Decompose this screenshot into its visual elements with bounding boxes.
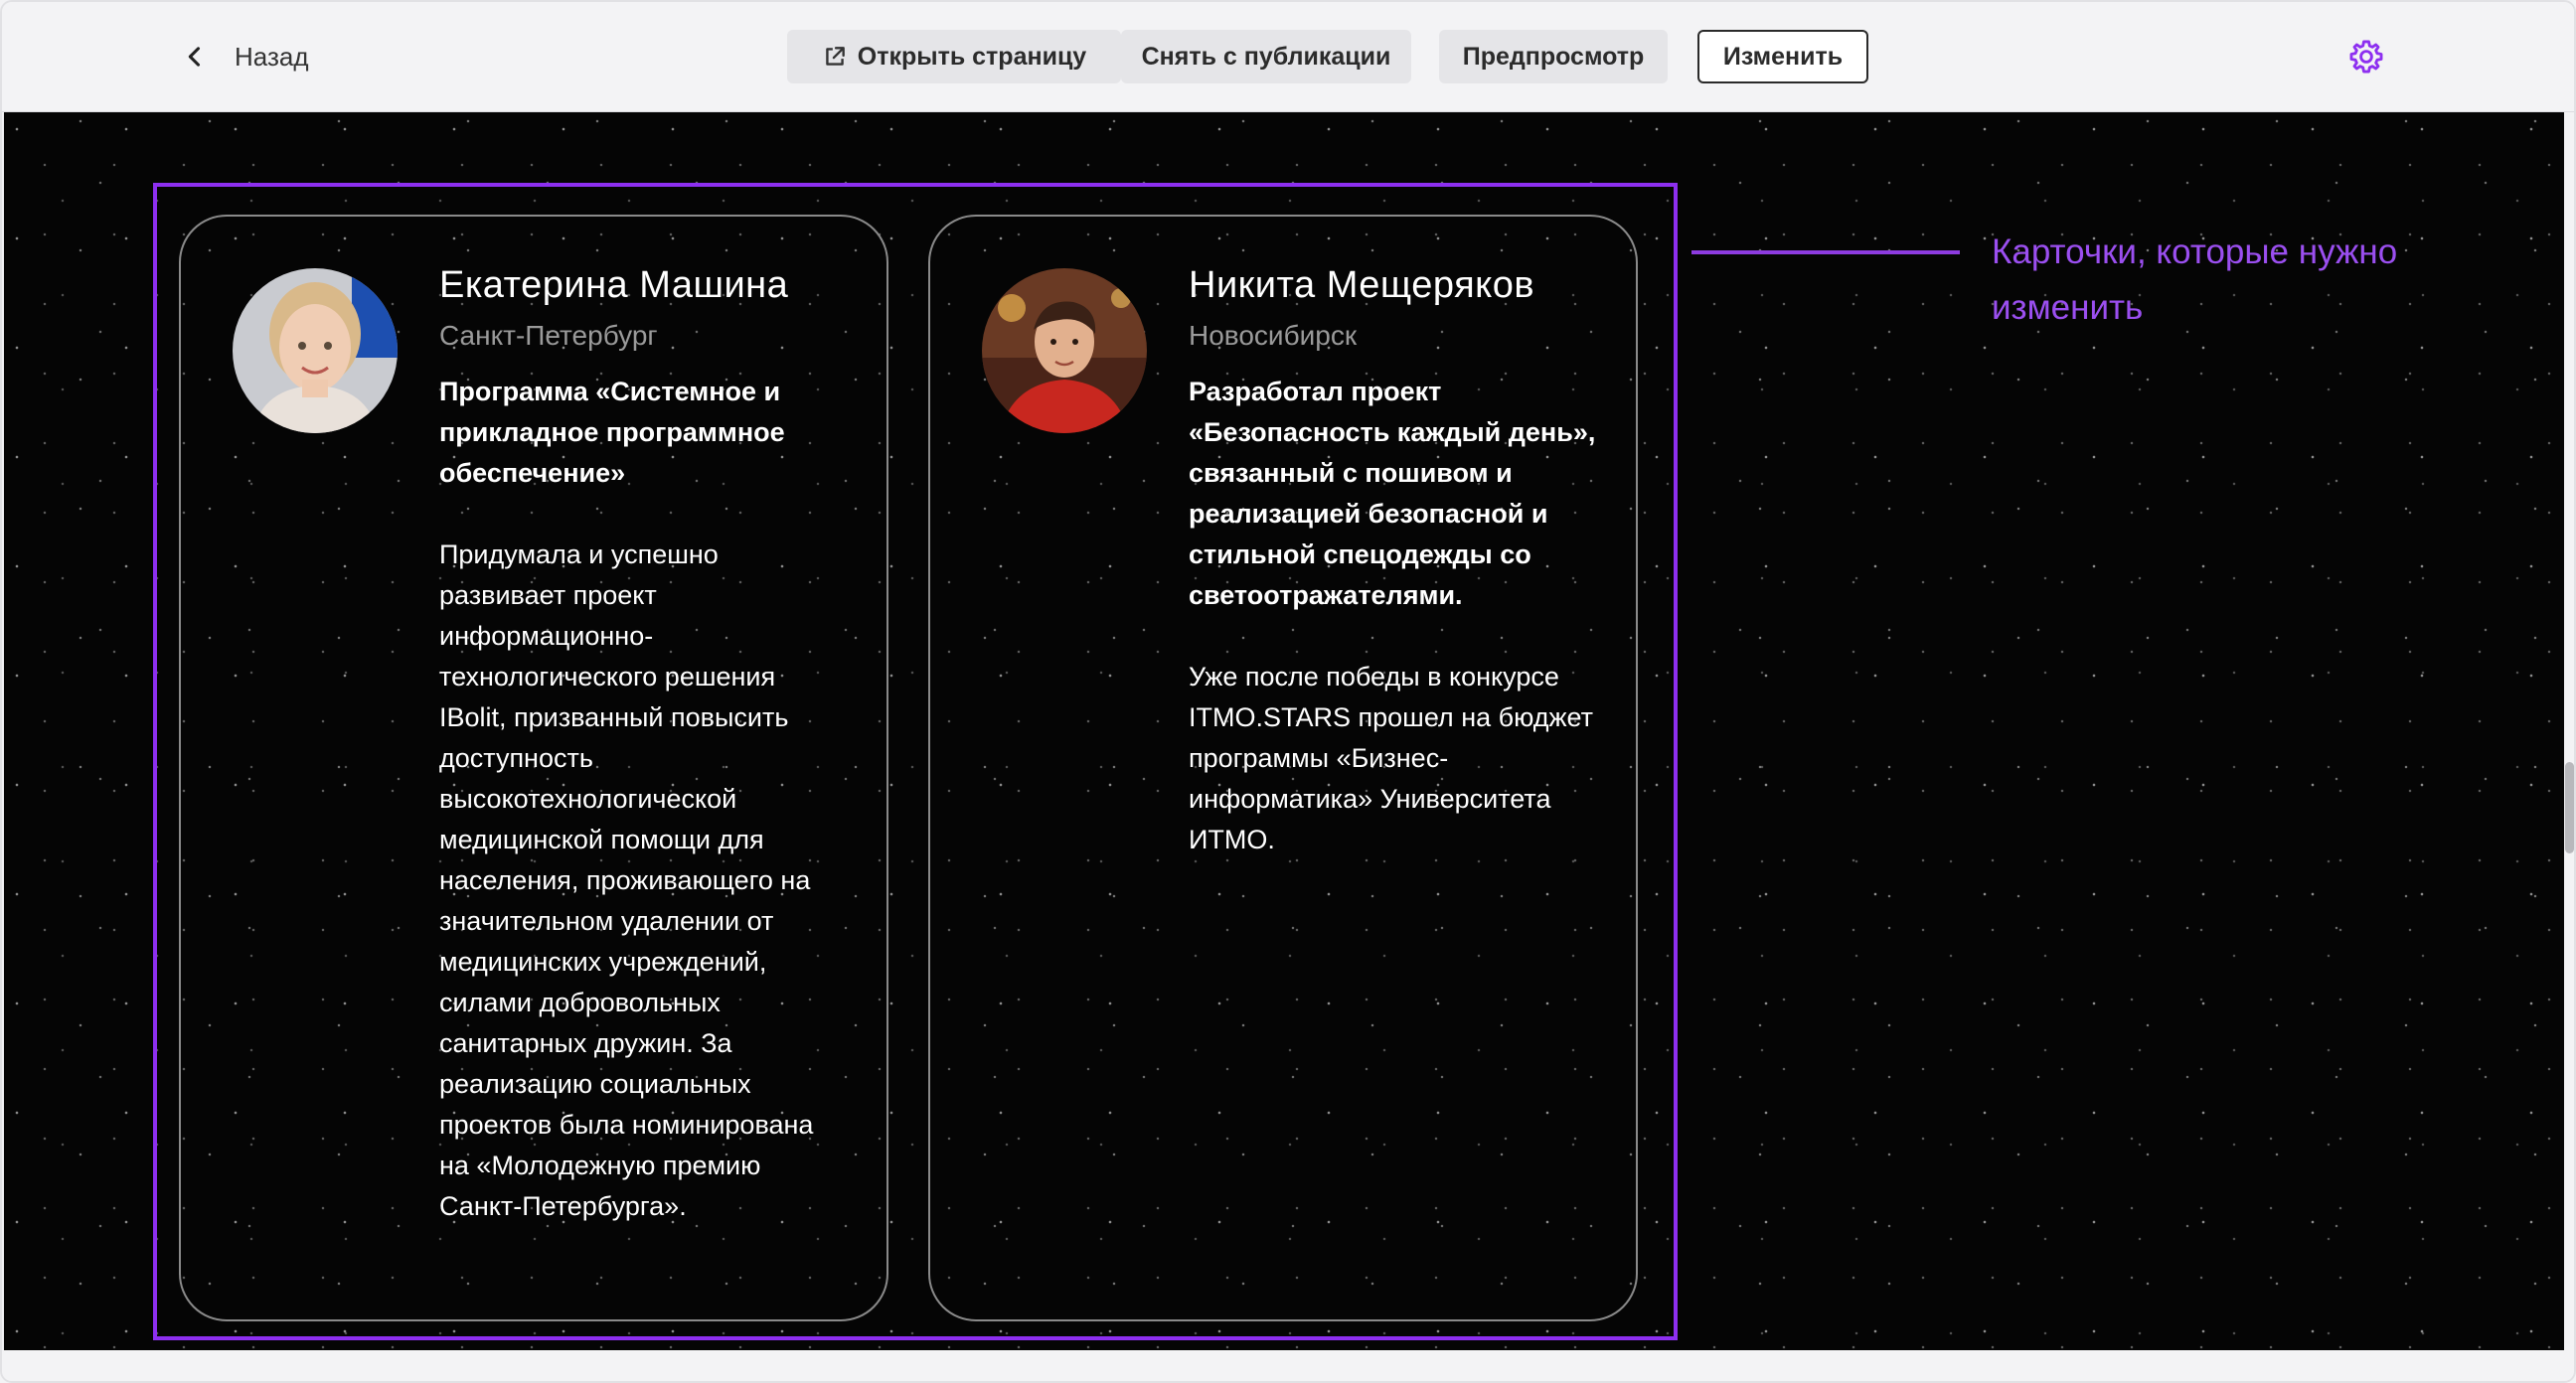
unpublish-label: Снять с публикации bbox=[1141, 42, 1391, 71]
profile-card[interactable] bbox=[928, 215, 1638, 1321]
back-label: Назад bbox=[235, 41, 309, 72]
person-city: Новосибирск bbox=[1189, 320, 1358, 351]
profile-card[interactable] bbox=[179, 215, 888, 1321]
avatar bbox=[982, 268, 1147, 433]
scrollbar-track bbox=[2564, 112, 2576, 1350]
card-lead: Программа «Системное и прикладное программное обеспечение» bbox=[439, 377, 785, 488]
person-name: Никита Мещеряков bbox=[1189, 264, 1535, 306]
callout-annotation: Карточки, которые нужно изменить bbox=[1992, 232, 2398, 327]
open-page-button[interactable] bbox=[787, 30, 1121, 83]
bottom-strip bbox=[2, 1350, 2576, 1383]
open-page-label: Открыть страницу bbox=[857, 42, 1087, 71]
back-button[interactable] bbox=[181, 32, 309, 81]
top-toolbar bbox=[2, 2, 2576, 112]
avatar-photo bbox=[982, 268, 1147, 433]
card-description: Придумала и успешно развивает проект информационно-технологического решения IBolit, призванный повысить доступность высокотехнологической медицинской помощи для населения, проживающего на значительном удалении от медицинских учреждений, силами добровольных санитарных дружин. За реализацию социальных проектов была номинирована на «Молодежную премию Санкт-Петербурга». bbox=[439, 539, 814, 1221]
chevron-left-icon bbox=[181, 43, 209, 71]
avatar bbox=[233, 268, 398, 433]
external-link-icon bbox=[822, 44, 848, 70]
edit-button[interactable] bbox=[1697, 30, 1868, 83]
scrollbar-thumb[interactable] bbox=[2565, 762, 2574, 853]
avatar-photo bbox=[233, 268, 398, 433]
unpublish-button[interactable] bbox=[1121, 30, 1411, 83]
gear-icon[interactable] bbox=[2347, 38, 2385, 76]
preview-label: Предпросмотр bbox=[1462, 42, 1645, 71]
person-city: Санкт-Петербург bbox=[439, 320, 658, 351]
callout-line bbox=[1691, 250, 1960, 254]
card-text bbox=[1189, 372, 1596, 860]
person-name: Екатерина Машина bbox=[439, 264, 789, 306]
card-text bbox=[439, 372, 847, 1227]
preview-button[interactable] bbox=[1439, 30, 1668, 83]
edit-label: Изменить bbox=[1722, 42, 1844, 71]
card-description: Уже после победы в конкурсе ITMO.STARS прошел на бюджет программы «Бизнес-информатика» Университета ИТМО. bbox=[1189, 662, 1594, 854]
card-lead: Разработал проект «Безопасность каждый день», связанный с пошивом и реализацией безопасной и стильной спецодежды со светоотражателями. bbox=[1189, 377, 1596, 610]
